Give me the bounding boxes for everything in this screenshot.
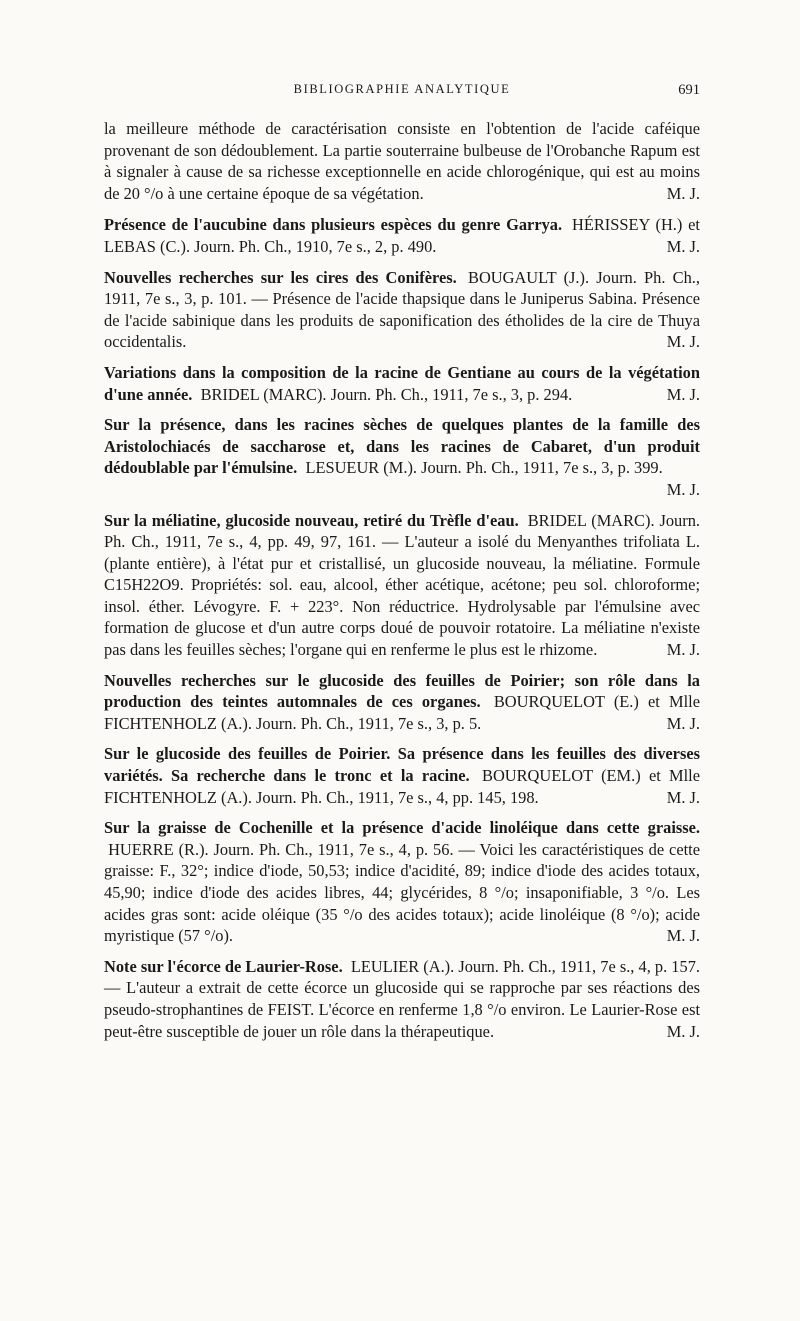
entry-glucoside-poirier-2 [104,743,700,808]
entry-title: Présence de l'aucubine dans plusieurs espèces du genre Garrya. [104,215,563,235]
entry-initials: M. J. [666,479,700,499]
entry-glucoside-poirier-1 [104,670,700,735]
entry-meliatine [104,510,700,661]
entry-continuation [104,118,700,204]
entry-initials: M. J. [666,713,700,733]
entry-aucubine-garrya [104,214,700,257]
entry-body: HUERRE (R.). Journ. Ph. Ch., 1911, 7e s., 4, p. 56. — Voici les caractéristiques de cette graisse: F., 32°; indice d'iode, 50,53; indice d'acidité, 89; indice d'iode des acides totaux, 45,90; indice d'iode des acides libres, 44; glycérides, 8 °/o; insaponifiable, 3 °/o. Les acides gras sont: acide oléique (35 °/o des acides totaux); acide linoléique (8 °/o); acide myristique (57 °/o). [104,839,700,946]
entry-body: LEULIER (A.). Journ. Ph. Ch., 1911, 7e s., 4, p. 157. — L'auteur a extrait de cette écorce un glucoside qui se rapproche par ses réactions des pseudo-strophantines de FEIST. L'écorce en renferme 1,8 °/o environ. Le Laurier-Rose est peut-être susceptible de jouer un rôle dans la thérapeutique. [104,956,700,1041]
entry-initials: M. J. [666,384,700,404]
entry-body: BOURQUELOT (E.) et Mlle FICHTENHOLZ (A.). Journ. Ph. Ch., 1911, 7e s., 3, p. 5. [104,692,700,733]
entry-title: Sur la méliatine, glucoside nouveau, retiré du Trèfle d'eau. [104,510,519,530]
entry-laurier-rose [104,956,700,1042]
entry-initials: M. J. [666,926,700,946]
entry-body: HÉRISSEY (H.) et LEBAS (C.). Journ. Ph. Ch., 1910, 7e s., 2, p. 490. [104,215,700,256]
entry-body: la meilleure méthode de caractérisation consiste en l'obtention de l'acide caféique provenant de son dédoublement. La partie souterraine bulbeuse de l'Orobanche Rapum est à signaler à cause de sa richesse exceptionnelle en acide chlorogénique, qui est au moins de 20 °/o à une certaine époque de sa végétation. [104,119,700,203]
entry-body: BRIDEL (MARC). Journ. Ph. Ch., 1911, 7e s., 4, pp. 49, 97, 161. — L'auteur a isolé du Menyanthes trifoliata L. (plante entière), à l'état pur et cristallisé, un glucoside nouveau, la méliatine. Formule C15H22O9. Propriétés: sol. eau, alcool, éther acétique, acétone; peu sol. chloroforme; insol. éther. Lévogyre. F. + 223°. Non réductrice. Hydrolysable par l'émulsine avec formation de glucose et d'un autre corps doué de pouvoir rotatoire. La méliatine n'existe pas dans les feuilles sèches; l'organe qui en renferme le plus est le rhizome. [104,510,700,660]
running-head [104,82,700,106]
entry-body: LESUEUR (M.). Journ. Ph. Ch., 1911, 7e s., 3, p. 399. [305,458,663,478]
entry-title: Variations dans la composition de la racine de Gentiane au cours de la végétation d'une année. [104,362,700,404]
entry-body: BOUGAULT (J.). Journ. Ph. Ch., 1911, 7e s., 3, p. 101. — Présence de l'acide thapsique dans le Juniperus Sabina. Présence de l'acide sabinique dans les produits de saponification des étholides de la cire de Thuya occidentalis. [104,267,700,352]
entry-title: Nouvelles recherches sur le glucoside des feuilles de Poirier; son rôle dans la production des teintes automnales de ces organes. [104,670,700,712]
entry-body: BRIDEL (MARC). Journ. Ph. Ch., 1911, 7e s., 3, p. 294. [200,384,573,404]
entry-title: Nouvelles recherches sur les cires des Conifères. [104,267,457,287]
page-number: 691 [678,82,700,98]
running-title: BIBLIOGRAPHIE ANALYTIQUE [293,82,511,96]
entry-title: Note sur l'écorce de Laurier-Rose. [104,956,343,976]
entry-body: BOURQUELOT (EM.) et Mlle FICHTENHOLZ (A.). Journ. Ph. Ch., 1911, 7e s., 4, pp. 145, 198. [104,766,700,807]
entry-initials: M. J. [666,236,700,256]
entry-initials: M. J. [666,640,700,660]
entry-initials: M. J. [666,183,700,203]
entry-title: Sur la graisse de Cochenille et la présence d'acide linoléique dans cette graisse. [104,818,700,838]
entry-cochenille [104,817,700,947]
entry-initials: M. J. [666,332,700,352]
entry-title: Sur le glucoside des feuilles de Poirier. Sa présence dans les feuilles des diverses variétés. Sa recherche dans le tronc et la racine. [104,744,700,786]
entry-aristolochiaces [104,414,700,500]
entry-initials: M. J. [666,1021,700,1041]
entry-gentiane [104,362,700,405]
entry-title: Sur la présence, dans les racines sèches de quelques plantes de la famille des Aristolochiacés de saccharose et, dans les racines de Cabaret, d'un produit dédoublable par l'émulsine. [104,415,700,478]
entry-initials: M. J. [666,787,700,807]
entry-cires-coniferes [104,267,700,353]
